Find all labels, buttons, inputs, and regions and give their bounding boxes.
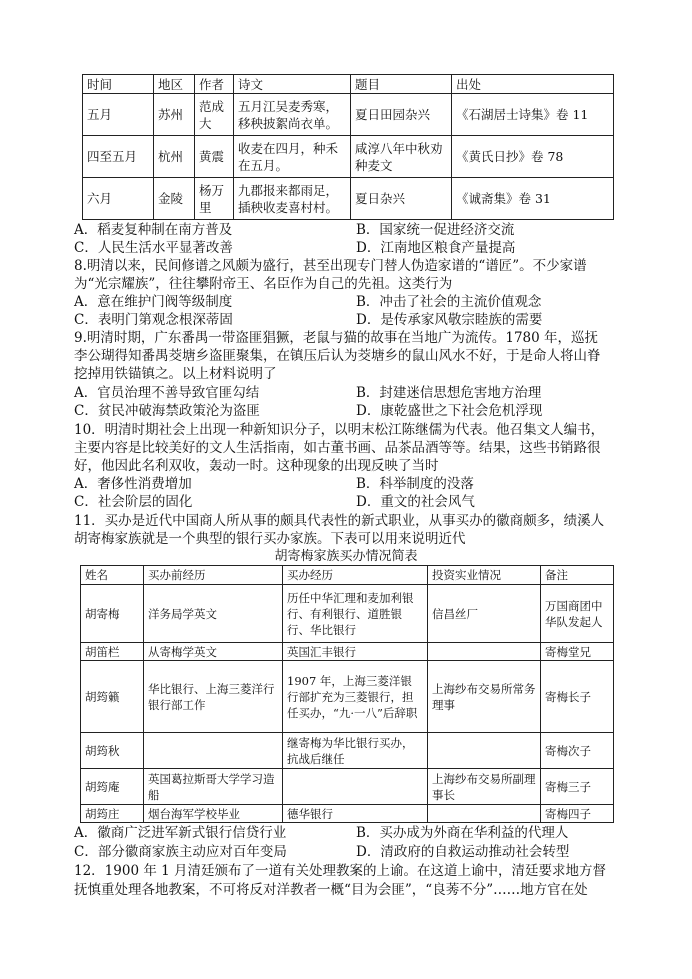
table-caption: 胡寄梅家族买办情况简表 (274, 549, 418, 564)
q9-option-d: D．康乾盛世之下社会危机浮现 (356, 403, 543, 419)
table-cell: 四至五月 (83, 136, 154, 178)
table-row (83, 136, 614, 178)
q8-option-a: A．意在维护门阀等级制度 (74, 294, 233, 310)
table-cell: 烟台海军学校毕业 (144, 805, 283, 823)
q11-option-c: C．部分徽商家族主动应对百年变局 (74, 844, 287, 860)
table-cell: 万国商团中华队发起人 (541, 585, 614, 643)
q10-stem-line: 好，他因此名利双收，轰动一时。这种现象的出现反映了当时 (74, 458, 439, 474)
table-cell: 苏州 (154, 94, 195, 136)
q9-stem-line: 李公瑚得知番禺茭塘乡盗匪聚集，在镇压后认为茭塘乡的鼠山风水不好，于是命人将山脊 (74, 348, 601, 364)
header-cell: 姓名 (81, 566, 144, 585)
header-cell: 题目 (351, 75, 452, 94)
q7-option-d: D．江南地区粮食产量提高 (356, 240, 516, 256)
header-cell: 买办经历 (283, 566, 428, 585)
table-cell: 《诚斋集》卷 31 (452, 178, 614, 220)
header-cell: 备注 (541, 566, 614, 585)
table-cell: 英国葛拉斯哥大学学习造船 (144, 769, 283, 805)
table-cell: 胡笛栏 (81, 643, 144, 661)
table-cell: 胡筠籁 (81, 661, 144, 733)
table-row (81, 733, 614, 769)
q9-option-b: B．封建迷信思想危害地方治理 (356, 385, 542, 401)
q10-option-d: D．重文的社会风气 (356, 494, 475, 510)
table-cell: 收麦在四月，种禾在五月。 (234, 136, 351, 178)
table-cell: 信昌丝厂 (428, 585, 541, 643)
table-row (81, 769, 614, 805)
table-cell: 洋务局学英文 (144, 585, 283, 643)
q9-option-c: C．贫民冲破海禁政策沦为盗匪 (74, 403, 260, 419)
q9-stem-line: 9.明清时期，广东番禺一带盗匪猖獗，老鼠与猫的故事在当地广为流传。1780 年，巡抚 (74, 330, 599, 346)
table-row (81, 661, 614, 733)
q8-option-b: B．冲击了社会的主流价值观念 (356, 294, 542, 310)
table-cell: 胡筠庵 (81, 769, 144, 805)
table-cell: 英国汇丰银行 (283, 643, 428, 661)
q7-option-c: C．人民生活水平显著改善 (74, 240, 233, 256)
table-cell (428, 643, 541, 661)
table-cell: 胡寄梅 (81, 585, 144, 643)
q12-stem-line: 12．1900 年 1 月清廷颁布了一道有关处理教案的上谕。在这道上谕中，清廷要求地方督 (74, 863, 606, 879)
q10-option-a: A．奢侈性消费增加 (74, 476, 192, 492)
table-row (81, 643, 614, 661)
table-cell: 五月 (83, 94, 154, 136)
table-cell (428, 805, 541, 823)
table-cell: 黄震 (195, 136, 234, 178)
table-cell (144, 733, 283, 769)
q11-stem-line: 胡寄梅家族就是一个典型的银行买办家族。下表可以用来说明近代 (74, 531, 466, 547)
table-cell: 德华银行 (283, 805, 428, 823)
header-cell: 出处 (452, 75, 614, 94)
table-cell: 寄梅四子 (541, 805, 614, 823)
q7-option-b: B．国家统一促进经济交流 (356, 222, 515, 238)
table-cell: 寄梅次子 (541, 733, 614, 769)
table-cell: 上海纱布交易所常务理事 (428, 661, 541, 733)
q8-stem-line: 8.明清以来，民间修谱之风颇为盛行，甚至出现专门替人伪造家谱的“谱匠”。不少家谱 (74, 258, 587, 274)
q9-option-a: A．官员治理不善导致官匪勾结 (74, 385, 260, 401)
table-row (83, 178, 614, 220)
table-cell (283, 769, 428, 805)
table-cell: 寄梅堂兄 (541, 643, 614, 661)
table-cell: 继寄梅为华比银行买办，抗战后继任 (283, 733, 428, 769)
table-cell: 六月 (83, 178, 154, 220)
q11-stem-line: 11．买办是近代中国商人所从事的颇具代表性的新式职业，从事买办的徽商颇多，绩溪人 (74, 513, 605, 529)
table-cell: 胡筠庄 (81, 805, 144, 823)
table-row (83, 94, 614, 136)
q9-stem-line: 挖掉用铁锚镇之。以上材料说明了 (74, 366, 277, 382)
table-cell: 夏日杂兴 (351, 178, 452, 220)
table-cell: 五月江吴麦秀寒，移秧披絮尚衣单。 (234, 94, 351, 136)
table-cell: 杨万里 (195, 178, 234, 220)
table-cell: 寄梅长子 (541, 661, 614, 733)
q10-stem-line: 10．明清时期社会上出现一种新知识分子，以明末松江陈继儒为代表。他召集文人编书， (74, 422, 605, 438)
header-cell: 地区 (154, 75, 195, 94)
q10-stem-line: 主要内容是比较美好的文人生活指南，如古董书画、品茶品酒等等。结果，这些书销路很 (74, 440, 601, 456)
table-cell: 胡筠秋 (81, 733, 144, 769)
header-cell: 时间 (83, 75, 154, 94)
table-cell: 历任中华汇理和麦加利银行、有利银行、道胜银行、华比银行 (283, 585, 428, 643)
table-header-row (83, 75, 614, 94)
table-row (81, 805, 614, 823)
q7-option-a: A．稻麦复种制在南方普及 (74, 222, 233, 238)
q11-option-d: D．清政府的自救运动推动社会转型 (356, 844, 570, 860)
table-cell: 华比银行、上海三菱洋行银行部工作 (144, 661, 283, 733)
q8-stem-line: 为“光宗耀族”，往往攀附帝王、名臣作为自己的先祖。这类行为 (74, 276, 453, 292)
table-header-row (81, 566, 614, 585)
header-cell: 投资实业情况 (428, 566, 541, 585)
table-cell (428, 733, 541, 769)
q10-option-c: C．社会阶层的固化 (74, 494, 193, 510)
q8-option-c: C．表明门第观念根深蒂固 (74, 312, 233, 328)
table-cell: 上海纱布交易所副理事长 (428, 769, 541, 805)
table-cell: 《石湖居士诗集》卷 11 (452, 94, 614, 136)
table-cell: 杭州 (154, 136, 195, 178)
q10-option-b: B．科举制度的没落 (356, 476, 474, 492)
table-cell: 寄梅三子 (541, 769, 614, 805)
table-cell: 九郡报来都雨足，插秧收麦喜村村。 (234, 178, 351, 220)
table-cell: 咸淳八年中秋劝种麦文 (351, 136, 452, 178)
table-row (81, 585, 614, 643)
header-cell: 诗文 (234, 75, 351, 94)
table-cell: 范成大 (195, 94, 234, 136)
q11-option-b: B．买办成为外商在华利益的代理人 (356, 825, 569, 841)
table-cell: 金陵 (154, 178, 195, 220)
header-cell: 作者 (195, 75, 234, 94)
comprador-family-table (80, 565, 614, 823)
q12-stem-line: 抚慎重处理各地教案，不可将反对洋教者一概“目为会匪”，“良莠不分”……地方官在处 (74, 882, 588, 898)
q11-option-a: A．徽商广泛进军新式银行信贷行业 (74, 825, 287, 841)
table-cell: 《黄氏日抄》卷 78 (452, 136, 614, 178)
grain-poetry-table (82, 74, 614, 220)
table-cell: 夏日田园杂兴 (351, 94, 452, 136)
table-cell: 1907 年，上海三菱洋银行部扩充为三菱银行，担任买办，“九·一八”后辞职 (283, 661, 428, 733)
q8-option-d: D．是传承家风敬宗睦族的需要 (356, 312, 543, 328)
table-cell: 从寄梅学英文 (144, 643, 283, 661)
header-cell: 买办前经历 (144, 566, 283, 585)
